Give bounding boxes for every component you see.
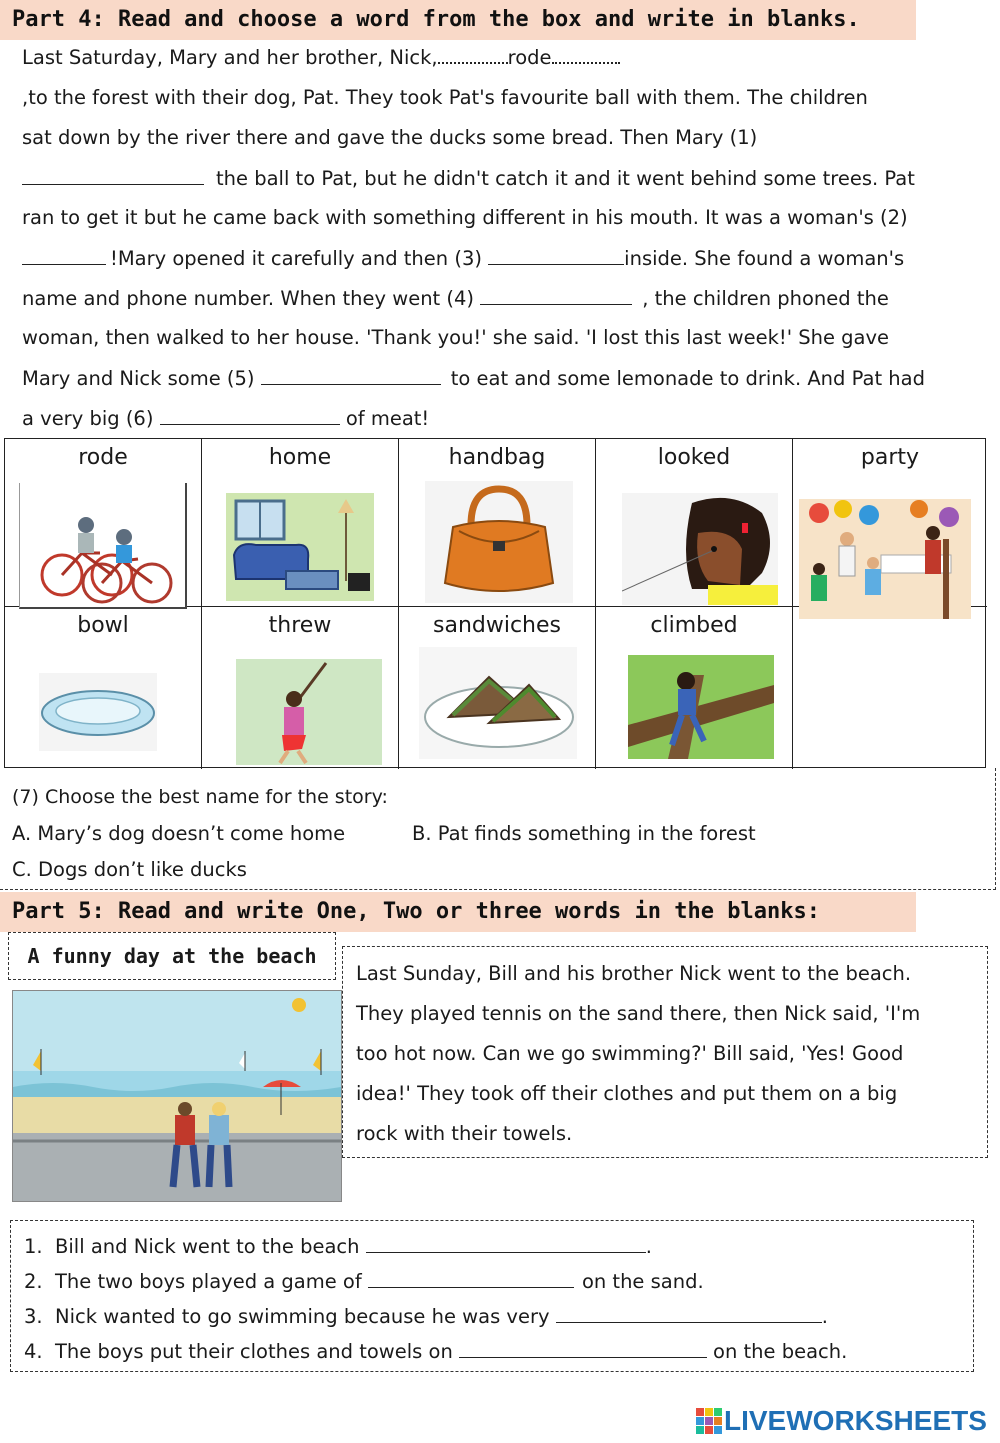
question-text: on the sand.	[581, 1270, 704, 1293]
question-number: 2.	[24, 1270, 43, 1293]
word-cell-climbed	[596, 607, 793, 769]
word-cell-bowl	[5, 607, 202, 769]
story-text: name and phone number. When they went (4)	[22, 287, 475, 310]
story-line-5: ran to get it but he came back with something different in his mouth. It was a woman's (2)	[22, 206, 908, 229]
question-number: 4.	[24, 1340, 43, 1363]
word-cell-empty	[793, 607, 987, 769]
question-text: Nick wanted to go swimming because he was very	[55, 1305, 550, 1328]
story-text: a very big (6)	[22, 407, 154, 430]
passage-line: idea!' They took off their clothes and put them on a big	[356, 1082, 898, 1105]
story-line-4	[22, 166, 915, 190]
story-line-1	[22, 46, 620, 69]
logo-grid-icon	[696, 1408, 722, 1434]
word-box	[4, 438, 986, 768]
choice-b[interactable]: B. Pat finds something in the forest	[412, 822, 756, 845]
question-2	[24, 1269, 704, 1293]
story-text: of meat!	[345, 407, 430, 430]
passage-line: rock with their towels.	[356, 1122, 573, 1145]
story-line-2: ,to the forest with their dog, Pat. They took Pat's favourite ball with them. The children	[22, 86, 868, 109]
bowl-image	[39, 673, 157, 751]
question-number: 3.	[24, 1305, 43, 1328]
girl-throwing-image	[236, 659, 382, 765]
word-cell-sandwiches	[399, 607, 596, 769]
passage-line: too hot now. Can we go swimming?' Bill said, 'Yes! Good	[356, 1042, 904, 1065]
bicycle-riders-image	[19, 483, 187, 609]
story-text: the ball to Pat, but he didn't catch it and it went behind some trees. Pat	[216, 167, 915, 190]
blank-3[interactable]	[488, 246, 624, 265]
passage-line: They played tennis on the sand there, then Nick said, 'I'm	[356, 1002, 921, 1025]
story-text: , the children phoned the	[642, 287, 889, 310]
answer-blank[interactable]	[459, 1339, 707, 1358]
beach-image	[12, 990, 342, 1202]
word-cell-looked	[596, 439, 793, 607]
word-label: party	[860, 445, 920, 470]
word-label: threw	[268, 613, 332, 638]
liveworksheets-logo	[696, 1404, 987, 1438]
word-cell-party	[793, 439, 987, 607]
story-text: Mary and Nick some (5)	[22, 367, 255, 390]
word-label: climbed	[650, 613, 738, 638]
question-text: The two boys played a game of	[55, 1270, 362, 1293]
party-image	[799, 499, 971, 619]
sandwiches-image	[419, 647, 577, 759]
question-number: 1.	[24, 1235, 43, 1258]
word-cell-threw	[202, 607, 399, 769]
word-label: bowl	[77, 613, 129, 638]
question-4	[24, 1339, 847, 1363]
answer-blank[interactable]	[366, 1234, 646, 1253]
word-label: handbag	[448, 445, 546, 470]
question-text: .	[821, 1305, 828, 1328]
word-label: sandwiches	[433, 613, 561, 638]
logo-text: LIVEWORKSHEETS	[724, 1405, 987, 1436]
story-title: A funny day at the beach	[27, 944, 317, 968]
answer-example: rode	[507, 46, 552, 69]
dotted-blank	[438, 46, 508, 64]
blank-4[interactable]	[480, 286, 632, 305]
word-cell-handbag	[399, 439, 596, 607]
question-text: The boys put their clothes and towels on	[55, 1340, 453, 1363]
girl-looking-image	[622, 493, 778, 605]
word-label: home	[268, 445, 332, 470]
word-cell-rode	[5, 439, 202, 607]
story-text: !Mary opened it carefully and then (3)	[110, 247, 482, 270]
story-text: inside. She found a woman's	[624, 247, 905, 270]
blank-6[interactable]	[160, 406, 340, 425]
question-text: on the beach.	[713, 1340, 848, 1363]
answer-blank[interactable]	[556, 1304, 822, 1323]
question-3	[24, 1304, 828, 1328]
story-line-10	[22, 406, 429, 430]
question-text: .	[645, 1235, 652, 1258]
question-1	[24, 1234, 652, 1258]
story-line-7	[22, 286, 889, 310]
word-cell-home	[202, 439, 399, 607]
blank-5[interactable]	[261, 366, 441, 385]
choice-c[interactable]: C. Dogs don’t like ducks	[12, 858, 247, 881]
word-label: rode	[78, 445, 128, 470]
question-text: Bill and Nick went to the beach	[55, 1235, 360, 1258]
story-text: Last Saturday, Mary and her brother, Nick,	[22, 46, 438, 69]
living-room-image	[226, 493, 374, 601]
passage-line: Last Sunday, Bill and his brother Nick went to the beach.	[356, 962, 912, 985]
story-text: to eat and some lemonade to drink. And Pat had	[450, 367, 925, 390]
story-line-8: woman, then walked to her house. 'Thank you!' she said. 'I lost this last week!' She gave	[22, 326, 890, 349]
dotted-blank	[552, 46, 620, 64]
choice-a[interactable]: A. Mary’s dog doesn’t come home	[12, 822, 346, 845]
story-line-3: sat down by the river there and gave the ducks some bread. Then Mary (1)	[22, 126, 758, 149]
blank-1[interactable]	[22, 166, 204, 185]
story-line-9	[22, 366, 925, 390]
handbag-image	[425, 481, 573, 603]
story-line-6	[22, 246, 904, 270]
part4-header: Part 4: Read and choose a word from the box and write in blanks.	[0, 0, 916, 40]
word-label: looked	[657, 445, 731, 470]
answer-blank[interactable]	[368, 1269, 574, 1288]
girl-climbing-image	[628, 655, 774, 759]
blank-2[interactable]	[22, 246, 106, 265]
question7-prompt: (7) Choose the best name for the story:	[12, 786, 388, 808]
part5-header: Part 5: Read and write One, Two or three words in the blanks:	[0, 892, 916, 932]
